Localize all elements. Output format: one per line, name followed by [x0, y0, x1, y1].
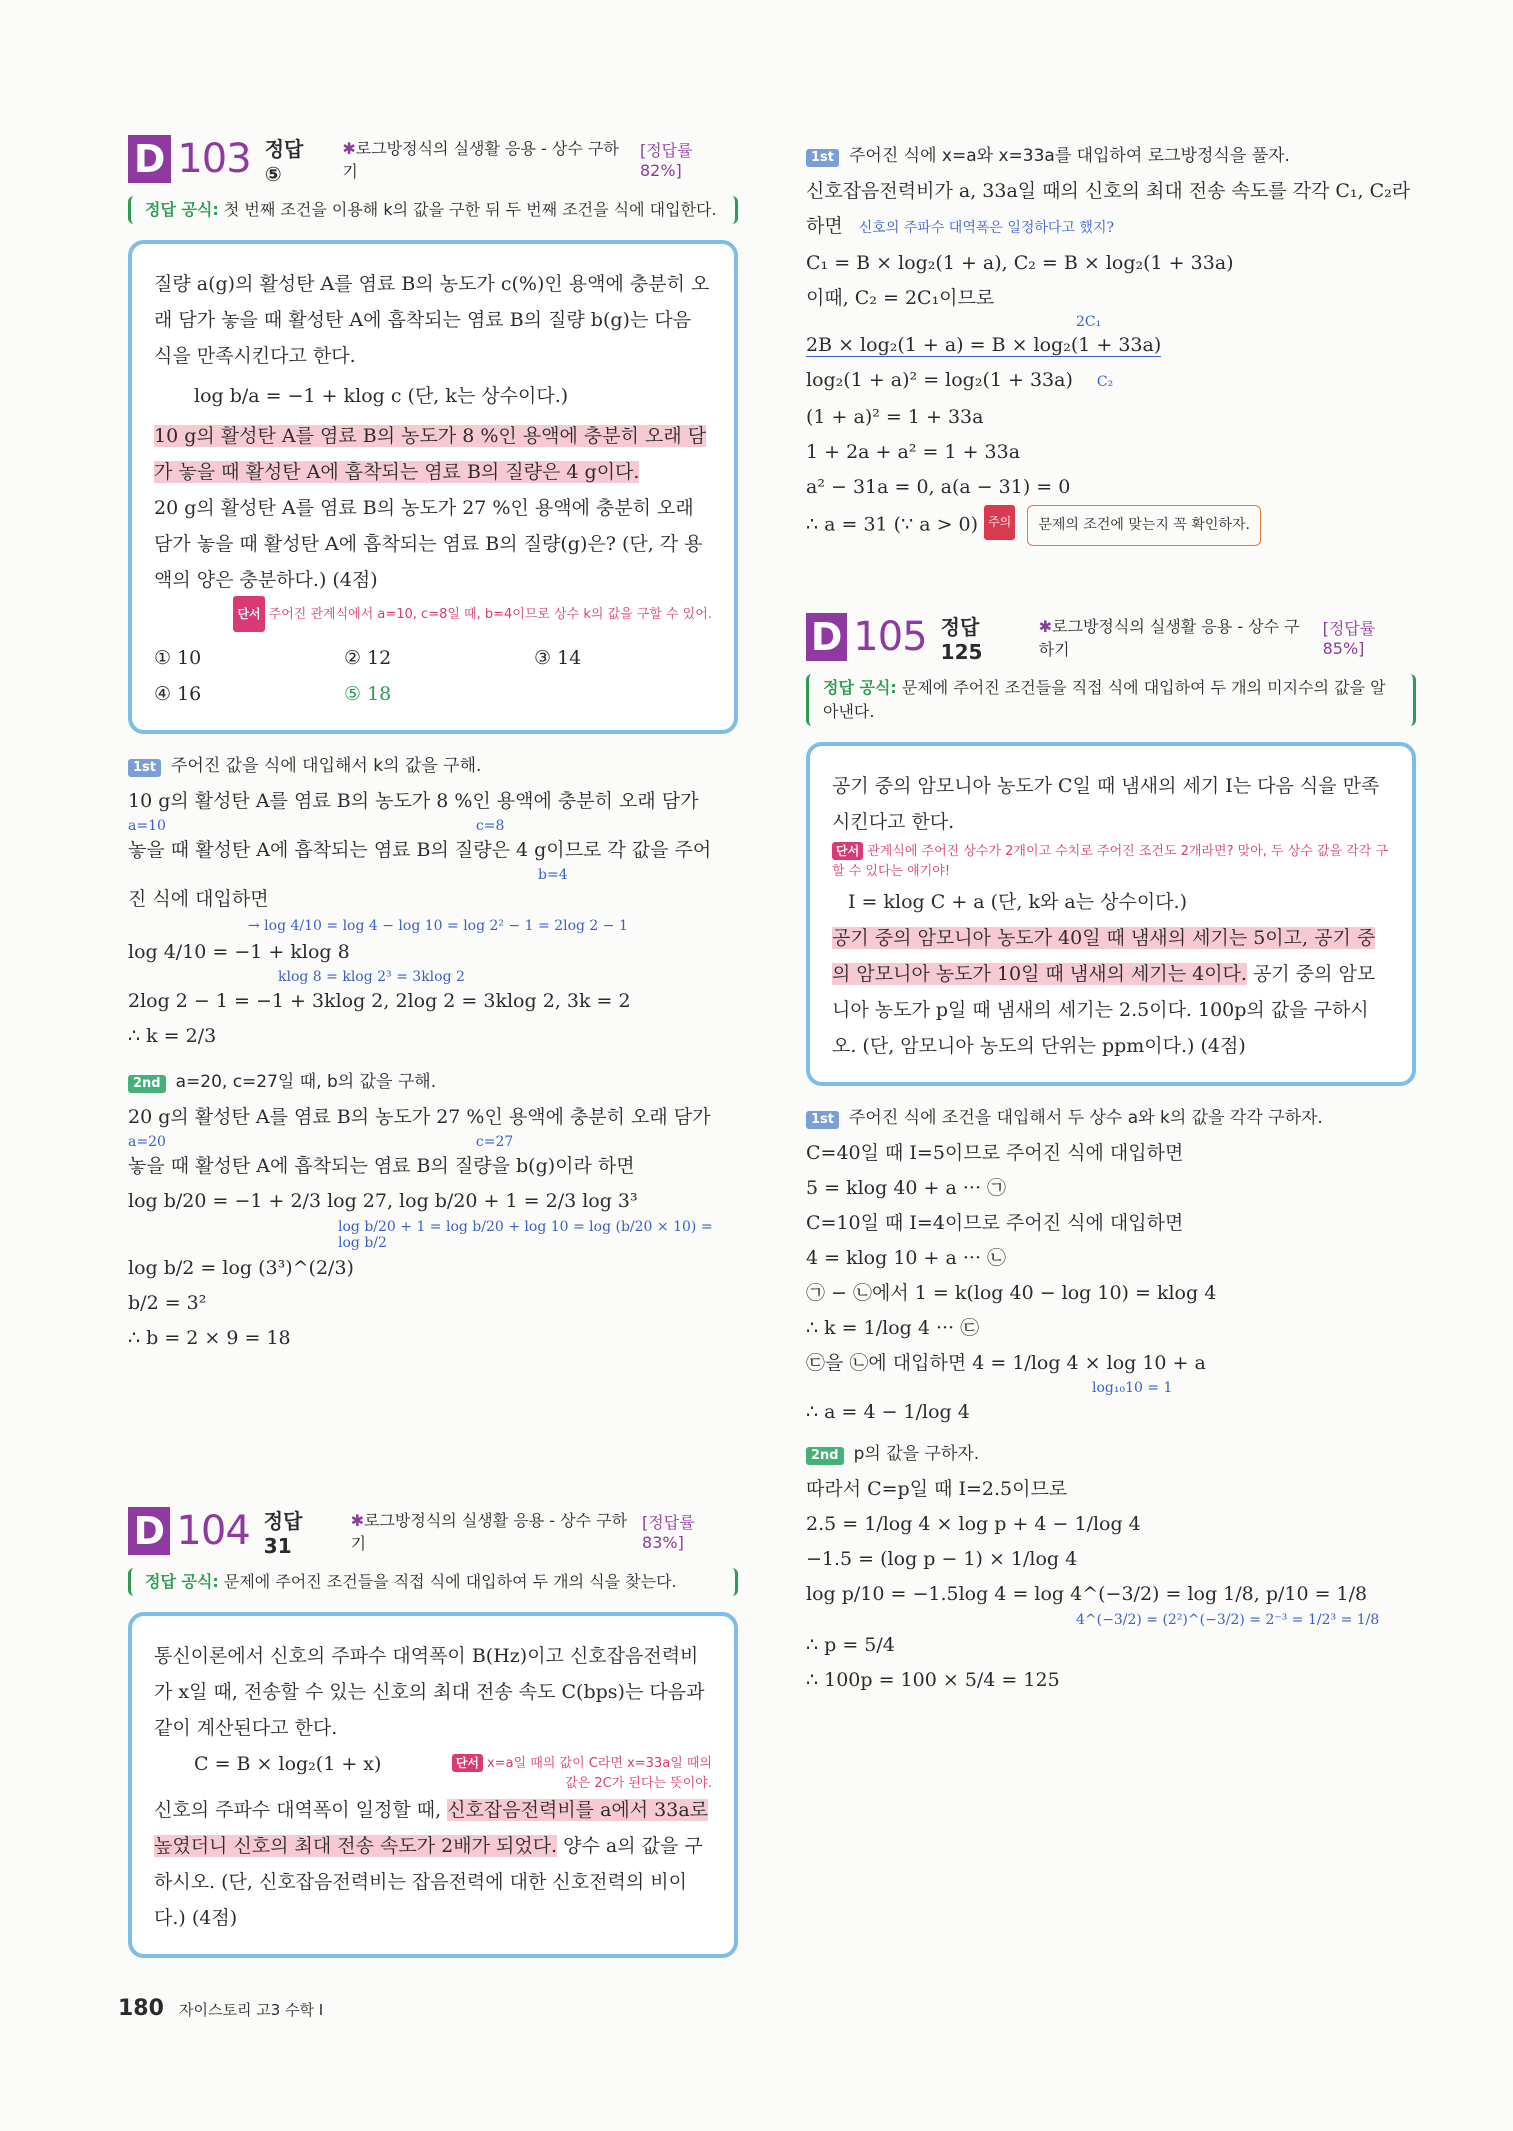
annotation-line: log b/20 + 1 = log b/20 + log 10 = log (b/20 × 10) = log b/2 [338, 1219, 713, 1251]
problem-intro: 통신이론에서 신호의 주파수 대역폭이 B(Hz)이고 신호잡음전력비가 x일 때, 전송할 수 있는 신호의 최대 전송 속도 C(bps)는 다음과 같이 계산된다고 한다. [154, 1645, 705, 1739]
solution-line: ∴ b = 2 × 9 = 18 [128, 1327, 291, 1349]
answer-formula-tip [128, 1568, 738, 1596]
problem-number: 105 [853, 614, 927, 660]
problem-104-box [128, 1612, 738, 1958]
solution-line: 1 + 2a + a² = 1 + 33a [806, 441, 1021, 463]
solution-line: C₁ = B × log₂(1 + a), C₂ = B × log₂(1 + 33a) [806, 252, 1234, 274]
clue-note: 단서 관계식에 주어진 상수가 2개이고 수치로 주어진 조건도 2개라면? 맞아, 두 상수 값을 각각 구할 수 있다는 얘기야! [832, 844, 1389, 879]
step-title: a=20, c=27일 때, b의 값을 구해. [175, 1072, 437, 1092]
star-icon: ✱ [350, 1511, 364, 1530]
solution-line: ㉢을 ㉡에 대입하면 4 = 1/log 4 × log 10 + a [806, 1352, 1206, 1374]
solution-line: 2B × log₂(1 + a) = B × log₂(1 + 33a) [806, 334, 1162, 356]
solution-line: 놓을 때 활성탄 A에 흡착되는 염료 B의 질량은 4 g이므로 각 값을 주어 [128, 839, 712, 861]
annotation-line: log₁₀10 = 1 [1092, 1380, 1173, 1396]
solution-line: 진 식에 대입하면 [128, 888, 269, 910]
solution-line: 놓을 때 활성탄 A에 흡착되는 염료 B의 질량을 b(g)이라 하면 [128, 1155, 635, 1177]
clue-note: 단서 주어진 관계식에서 a=10, c=8일 때, b=4이므로 상수 k의 값을 구할 수 있어. [154, 594, 712, 632]
solution-line: log 4/10 = −1 + klog 8 [128, 941, 350, 963]
right-column [806, 138, 1416, 1691]
topic-label: ✱로그방정식의 실생활 응용 - 상수 구하기 [350, 1511, 628, 1553]
caution-tag: 주의 [984, 505, 1015, 540]
choice-2[interactable]: ② 12 [344, 647, 392, 669]
answer-choices [154, 640, 712, 712]
solution-line: 10 g의 활성탄 A를 염료 B의 농도가 8 %인 용액에 충분히 오래 담가 [128, 790, 699, 812]
step-2-badge: 2nd [128, 1075, 166, 1093]
problem-104 [128, 1502, 738, 1958]
annotation-line: → log 4/10 = log 4 − log 10 = log 2² − 1 = 2log 2 − 1 [248, 918, 628, 934]
topic-label: ✱로그방정식의 실생활 응용 - 상수 구하기 [342, 139, 619, 181]
annotation-line: 2C₁ [1076, 314, 1102, 330]
step-title: 주어진 값을 식에 대입해서 k의 값을 구해. [171, 756, 482, 776]
solution-line: ∴ a = 31 (∵ a > 0) 주의 문제의 조건에 맞는지 꼭 확인하자. [806, 505, 1416, 546]
answer-label: 정답 31 [263, 1508, 303, 1558]
clue-tag: 단서 [832, 842, 863, 860]
tip-text: 첫 번째 조건을 이용해 k의 값을 구한 뒤 두 번째 조건을 식에 대입한다. [223, 200, 717, 219]
solution-line: log p/10 = −1.5log 4 = log 4^(−3/2) = log 1/8, p/10 = 1/8 [806, 1583, 1368, 1605]
problem-badge: D [128, 1507, 170, 1555]
problem-103-header [128, 130, 738, 188]
clue-note: 단서 x=a일 때의 값이 C라면 x=33a일 때의 값은 2C가 된다는 뜻이야. [442, 1752, 712, 1792]
tip-text: 문제에 주어진 조건들을 직접 식에 대입하여 두 개의 미지수의 값을 알아낸다. [823, 678, 1386, 721]
tip-label: 정답 공식: [823, 678, 897, 697]
answer-formula-tip [806, 674, 1416, 726]
clue-tag: 단서 [233, 596, 264, 632]
annotation-line: b=4 [538, 867, 568, 883]
caution-note: 문제의 조건에 맞는지 꼭 확인하자. [1027, 505, 1261, 546]
solution-line: 5 = klog 40 + a ··· ㉠ [806, 1177, 1007, 1199]
solution-line: ∴ k = 1/log 4 ··· ㉢ [806, 1317, 980, 1339]
annotation-line: 4^(−3/2) = (2²)^(−3/2) = 2⁻³ = 1/2³ = 1/8 [1076, 1612, 1380, 1628]
formula-row [154, 1746, 712, 1792]
problem-badge: D [128, 135, 171, 183]
solution-line: 신호잡음전력비가 a, 33a일 때의 신호의 최대 전송 속도를 각각 C₁, C₂라 [806, 180, 1411, 202]
answer-formula-tip [128, 196, 738, 224]
annotation-line: klog 8 = klog 2³ = 3klog 2 [278, 969, 465, 985]
annotation-line: 신호의 주파수 대역폭은 일정하다고 했지? [858, 220, 1114, 236]
accuracy-rate: [정답률 83%] [642, 1513, 695, 1552]
step-title: 주어진 식에 조건을 대입해서 두 상수 a와 k의 값을 각각 구하자. [849, 1108, 1323, 1128]
accuracy-rate: [정답률 82%] [639, 141, 693, 180]
solution-line: 4 = klog 10 + a ··· ㉡ [806, 1247, 1007, 1269]
star-icon: ✱ [1038, 617, 1053, 636]
choice-1[interactable]: ① 10 [154, 647, 202, 669]
problem-condition: 신호의 주파수 대역폭이 일정할 때, 신호잡음전력비를 a에서 33a로 높였더니 신호의 최대 전송 속도가 2배가 되었다. 양수 a의 값을 구하시오. (단, 신호잡음전력비는 잡음전력에 대한 신호전력의 비이다.) (4점) [154, 1799, 709, 1929]
tip-text: 문제에 주어진 조건들을 직접 식에 대입하여 두 개의 식을 찾는다. [223, 1572, 677, 1591]
step-title: p의 값을 구하자. [853, 1444, 980, 1464]
step-2-badge: 2nd [806, 1447, 844, 1465]
solution-line: 2.5 = 1/log 4 × log p + 4 − 1/log 4 [806, 1513, 1141, 1535]
solution-line: log b/20 = −1 + 2/3 log 27, log b/20 + 1 = 2/3 log 3³ [128, 1190, 638, 1212]
step-1-badge: 1st [806, 1111, 839, 1129]
problem-number: 104 [176, 1508, 250, 1554]
solution-line: ㉠ − ㉡에서 1 = k(log 40 − log 10) = klog 4 [806, 1282, 1217, 1304]
accuracy-rate: [정답률 85%] [1322, 619, 1376, 658]
problem-condition: 10 g의 활성탄 A를 염료 B의 농도가 8 %인 용액에 충분히 오래 담가 놓을 때 활성탄 A에 흡착되는 염료 B의 질량은 4 g이다. [154, 425, 707, 483]
solution-line: a² − 31a = 0, a(a − 31) = 0 [806, 476, 1071, 498]
topic-label: ✱로그방정식의 실생활 응용 - 상수 구하기 [1038, 617, 1300, 659]
solution-line: 2log 2 − 1 = −1 + 3klog 2, 2log 2 = 3klog 2, 3k = 2 [128, 990, 631, 1012]
star-icon: ✱ [342, 139, 356, 158]
solution-line: 하면 신호의 주파수 대역폭은 일정하다고 했지? [806, 215, 1114, 237]
solution-line: log₂(1 + a)² = log₂(1 + 33a) C₂ [806, 369, 1114, 391]
solution-line: C=40일 때 I=5이므로 주어진 식에 대입하면 [806, 1142, 1184, 1164]
step-1-badge: 1st [806, 149, 839, 167]
choice-5[interactable]: ⑤ 18 [344, 683, 392, 705]
problem-105-box [806, 742, 1416, 1086]
problem-105 [806, 608, 1416, 1698]
solution-line: C=10일 때 I=4이므로 주어진 식에 대입하면 [806, 1212, 1184, 1234]
step-1-badge: 1st [128, 759, 161, 777]
choice-4[interactable]: ④ 16 [154, 683, 202, 705]
problem-formula: log b/a = −1 + klog c (단, k는 상수이다.) [194, 385, 569, 407]
problem-104-header [128, 1502, 738, 1560]
problem-formula: I = klog C + a (단, k와 a는 상수이다.) [848, 891, 1187, 913]
answer-label: 정답 ⑤ [264, 136, 304, 186]
annotation-line: a=20 c=27 [128, 1134, 514, 1150]
solution-line: ∴ 100p = 100 × 5/4 = 125 [806, 1669, 1060, 1691]
problem-question: 20 g의 활성탄 A를 염료 B의 농도가 27 %인 용액에 충분히 오래 담가 놓을 때 활성탄 A에 흡착되는 염료 B의 질량(g)은? (단, 각 용액의 양은 충분하다.) (4점) [154, 497, 703, 591]
solution-104 [806, 138, 1416, 546]
solution-line: b/2 = 3² [128, 1292, 207, 1314]
solution-line: log b/2 = log (3³)^(2/3) [128, 1257, 354, 1279]
problem-105-header [806, 608, 1416, 666]
answer-label: 정답 125 [940, 614, 983, 664]
annotation-line: C₂ [1096, 374, 1114, 390]
solution-line: 이때, C₂ = 2C₁이므로 [806, 287, 995, 309]
problem-103-box [128, 240, 738, 734]
page-number: 180 [118, 1996, 164, 2021]
tip-label: 정답 공식: [145, 1572, 219, 1591]
solution-line: ∴ p = 5/4 [806, 1634, 895, 1656]
solution-line: −1.5 = (log p − 1) × 1/log 4 [806, 1548, 1078, 1570]
problem-condition: 공기 중의 암모니아 농도가 40일 때 냄새의 세기는 5이고, 공기 중의 암모니아 농도가 10일 때 냄새의 세기는 4이다. 공기 중의 암모니아 농도가 p일 때 냄새의 세기는 2.5이다. 100p의 값을 구하시오. (단, 암모니아 농도의 단위는 ppm이다.) (4점) [832, 927, 1376, 1057]
solution-line: ∴ a = 4 − 1/log 4 [806, 1401, 970, 1423]
solution-line: (1 + a)² = 1 + 33a [806, 406, 984, 428]
solution-line: 20 g의 활성탄 A를 염료 B의 농도가 27 %인 용액에 충분히 오래 담가 [128, 1106, 711, 1128]
solution-line: 따라서 C=p일 때 I=2.5이므로 [806, 1478, 1068, 1500]
book-title: 자이스토리 고3 수학 I [179, 2001, 324, 2019]
solution-105 [806, 1100, 1416, 1698]
left-column [128, 130, 738, 1929]
problem-number: 103 [177, 136, 251, 182]
solution-103 [128, 748, 738, 1356]
tip-label: 정답 공식: [145, 200, 219, 219]
clue-tag: 단서 [452, 1754, 483, 1772]
solution-line: ∴ k = 2/3 [128, 1025, 217, 1047]
problem-badge: D [806, 613, 847, 661]
step-title: 주어진 식에 x=a와 x=33a를 대입하여 로그방정식을 풀자. [849, 146, 1290, 166]
choice-3[interactable]: ③ 14 [534, 647, 582, 669]
page-footer [118, 1996, 323, 2021]
problem-formula: C = B × log₂(1 + x) [194, 1753, 382, 1775]
problem-intro: 공기 중의 암모니아 농도가 C일 때 냄새의 세기 I는 다음 식을 만족시킨다고 한다. [832, 775, 1380, 833]
annotation-line: a=10 c=8 [128, 818, 505, 834]
problem-intro: 질량 a(g)의 활성탄 A를 염료 B의 농도가 c(%)인 용액에 충분히 오래 담가 놓을 때 활성탄 A에 흡착되는 염료 B의 질량 b(g)는 다음 식을 만족시킨다고 한다. [154, 273, 710, 367]
